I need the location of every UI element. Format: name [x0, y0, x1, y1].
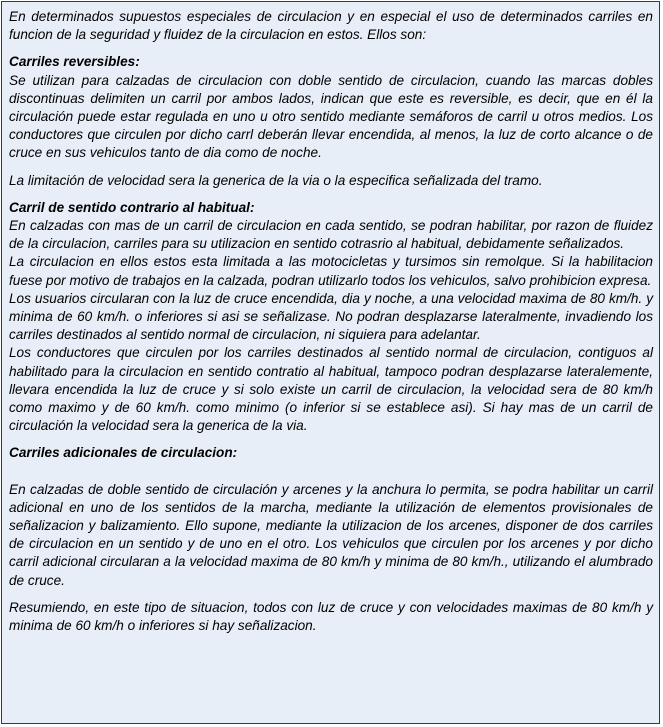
document-box: [1, 1, 660, 724]
adicionales-paragraph-2: Resumiendo, en este tipo de situacion, todos con luz de cruce y con velocidades maximas de 80 km/h y minima de 60 km/h o inferiores si hay señalizacion.: [9, 599, 653, 634]
contrario-paragraph-1: En calzadas con mas de un carril de circulacion en cada sentido, se podran habilitar, por razon de fluidez de la circulacion, carriles para su utilizacion en sentido cotrasrio al habitual, debidamente señalizados.: [9, 218, 653, 252]
contrario-paragraph-2: La circulacion en ellos estos esta limitada a las motocicletas y tursimos sin remolque. Si la habilitacion fuese por motivo de trabajos en la calzada, podran utilizarlo todos los vehiculos, salvo prohibicion expresa.: [9, 254, 653, 288]
heading-carriles-adicionales: Carriles adicionales de circulacion:: [9, 445, 238, 461]
reversibles-paragraph-1: Se utilizan para calzadas de circulacion con doble sentido de circulacion, cuando las marcas dobles discontinuas delimiten un carril por ambos lados, indican que este es reversible, es decir, que en él la circulación puede estar regulada en uno u otro sentido mediante semáforos de carril u otros medios. Los conductores que circulen por dicho carrl deberán llevar encendida, al menos, la luz de corto alcance o de cruce en sus vehiculos tanto de dia como de noche.: [9, 72, 653, 161]
intro-paragraph: En determinados supuestos especiales de circulacion y en especial el uso de determinados carriles en funcion de la seguridad y fluidez de la circulacion en estos. Ellos son:: [9, 9, 653, 43]
heading-carril-sentido-contrario: Carril de sentido contrario al habitual:: [9, 199, 255, 215]
adicionales-paragraph-1: En calzadas de doble sentido de circulación y arcenes y la anchura lo permita, se podra habilitar un carril adicional en uno de los sentidos de la marcha, mediante la utilización de elementos provisionales de señalizacion y balizamiento. Ello supone, mediante la utilizacion de los arcenes, disponer de dos carriles de circulacion en un sentido y de uno en el otro. Los vehiculos que circulen por los arcenes y por dicho carril adicional circularan a la velocidad maxima de 80 km/h y minima de 80 km/h., utilizando el alumbrado de cruce.: [9, 481, 653, 588]
reversibles-paragraph-2: La limitación de velocidad sera la generica de la via o la especifica señalizada del tramo.: [9, 172, 543, 188]
contrario-paragraph-4: Los conductores que circulen por los carriles destinados al sentido normal de circulacion, contiguos al habilitado para la circulacion en sentido contratio al habitual, tampoco podran desplazarse lateralemente, llevara encendida la luz de cruce y si solo existe un carril de circulacion, la velocidad sera de 80 km/h como maximo y de 60 km/h. como minimo (o inferior si se establece asi). Si hay mas de un carril de circulación la velocidad sera la generica de la via.: [9, 345, 653, 434]
contrario-paragraph-3: Los usuarios circularan con la luz de cruce encendida, dia y noche, a una velocidad maxima de 80 km/h. y minima de 60 km/h. o inferiores si asi se señalizase. No podran desplazarse lateralmente, invadiendo los carriles destinados al sentido normal de circulacion, ni siquiera para adelantar.: [9, 290, 653, 343]
heading-carriles-reversibles: Carriles reversibles:: [9, 54, 140, 70]
